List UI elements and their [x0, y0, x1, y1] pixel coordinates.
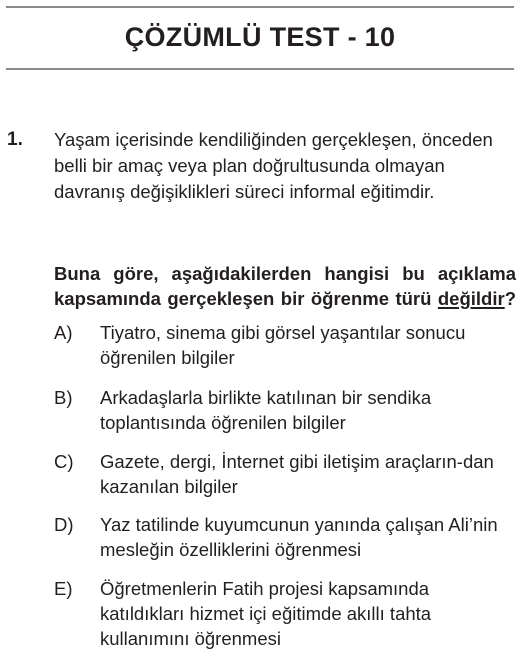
option-d-text: Yaz tatilinde kuyumcunun yanında çalışan Ali’nin mesleğin özelliklerini öğrenmesi: [100, 514, 498, 560]
question-prompt: [54, 261, 516, 311]
top-divider: [6, 6, 514, 8]
prompt-line-1: Buna göre, aşağıdakilerden hangisi bu açıklama: [54, 263, 516, 284]
title-divider: [6, 68, 514, 70]
page-title: ÇÖZÜMLÜ TEST - 10: [124, 22, 396, 52]
question-stem: Yaşam içerisinde kendiliğinden gerçekleşen, önceden belli bir amaç veya plan doğrultusunda olmayan davranış değişiklikleri süreci informal eğitimdir.: [54, 129, 493, 202]
option-b-letter: B): [54, 387, 73, 408]
option-a-letter: A): [54, 322, 73, 343]
option-e-text: Öğretmenlerin Fatih projesi kapsamında katıldıkları hizmet içi eğitimde akıllı tahta kullanımını öğrenmesi: [100, 578, 432, 649]
option-d-letter: D): [54, 514, 74, 535]
negation-word: değildir: [437, 288, 505, 309]
prompt-line-2-text: kapsamında gerçekleşen bir öğrenme türü: [54, 288, 438, 309]
option-a-text: Tiyatro, sinema gibi görsel yaşantılar sonucu öğrenilen bilgiler: [100, 322, 466, 368]
option-b-text: Arkadaşlarla birlikte katılınan bir sendika toplantısında öğrenilen bilgiler: [100, 387, 432, 433]
option-c-letter: C): [54, 451, 74, 472]
option-e-letter: E): [54, 578, 73, 599]
option-c-text: Gazete, dergi, İnternet gibi iletişim araçların-dan kazanılan bilgiler: [100, 451, 494, 497]
question-mark: ?: [504, 288, 516, 309]
prompt-line-2: [54, 286, 516, 311]
question-number: 1.: [7, 129, 23, 150]
